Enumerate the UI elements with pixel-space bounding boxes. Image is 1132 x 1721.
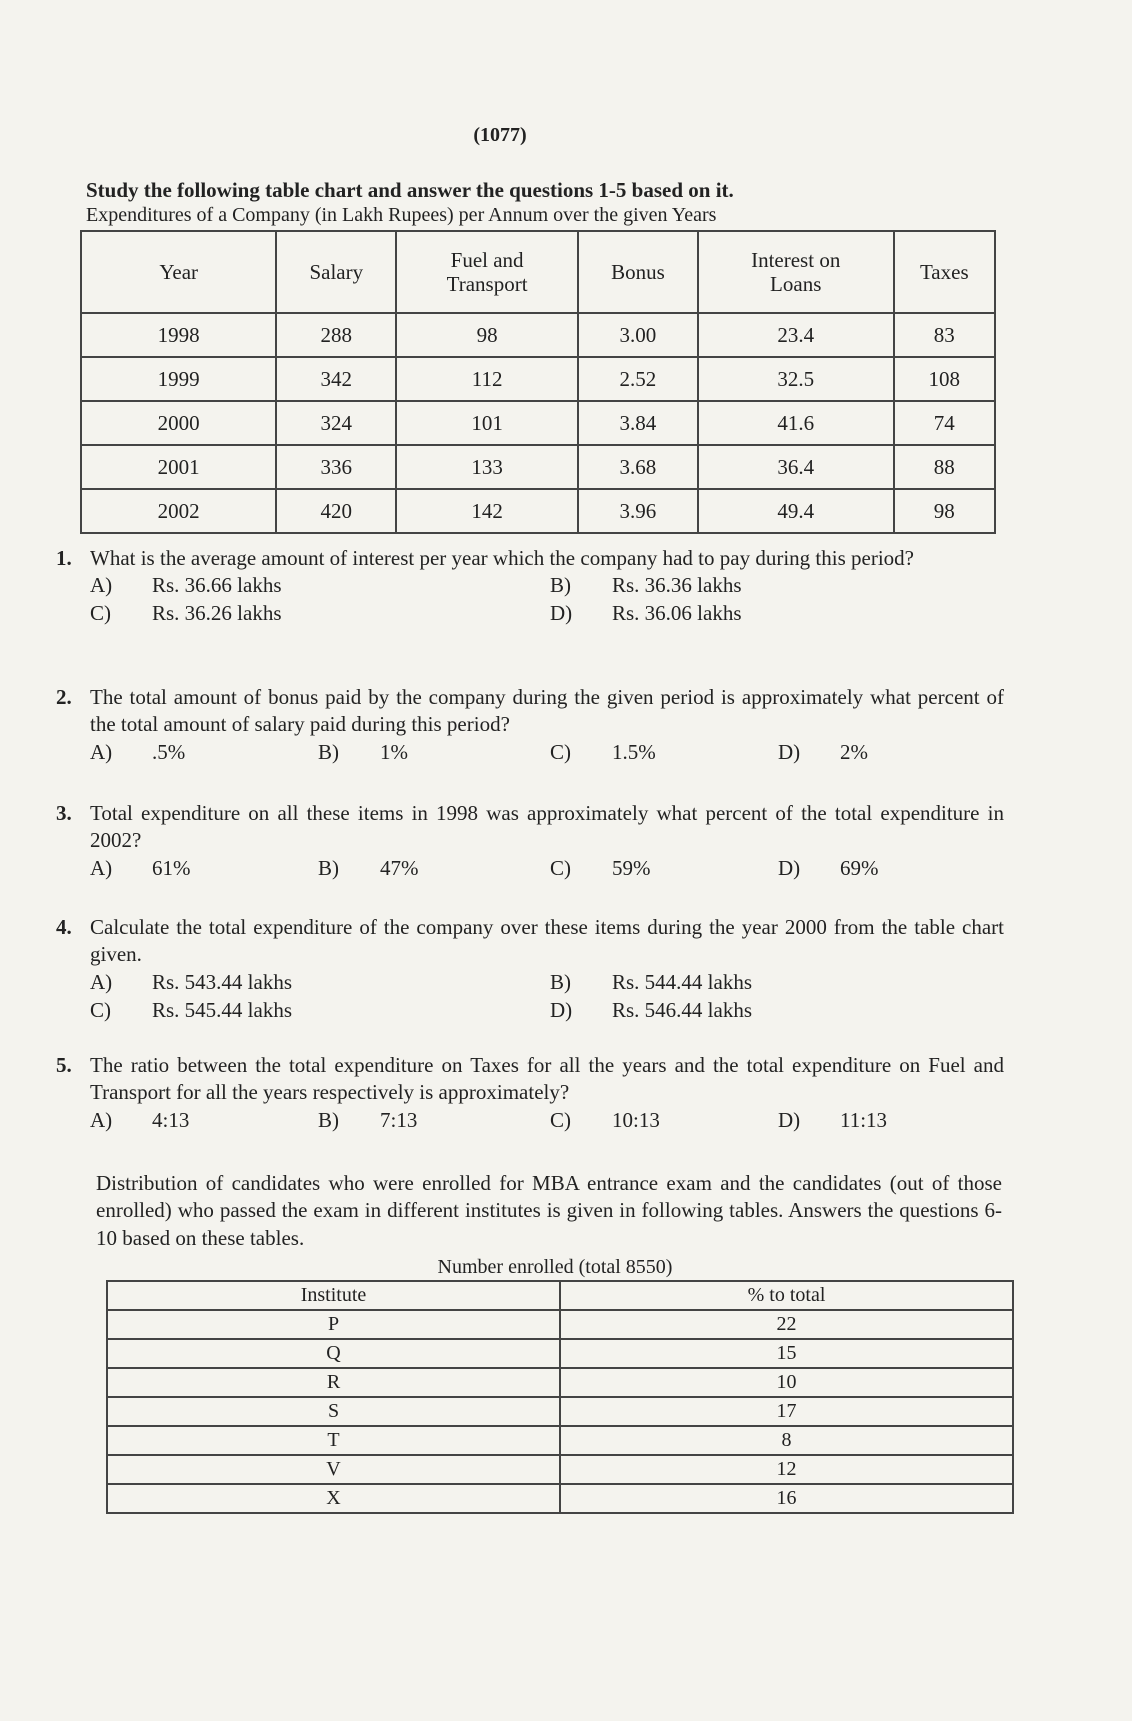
- table-cell: R: [107, 1368, 560, 1397]
- table-cell: 49.4: [698, 489, 894, 533]
- table-header-row: [107, 1281, 1013, 1310]
- option-label: D): [778, 855, 801, 880]
- table-cell: V: [107, 1455, 560, 1484]
- question-number: 3.: [56, 801, 72, 825]
- option-label: A): [90, 739, 113, 764]
- table2-caption: Number enrolled (total 8550): [437, 1256, 673, 1278]
- table-row: [107, 1397, 1013, 1426]
- exam-code: (1077): [473, 124, 527, 146]
- option-text: Rs. 546.44 lakhs: [612, 997, 753, 1022]
- table-cell: 23.4: [698, 313, 894, 357]
- table-cell: 32.5: [698, 357, 894, 401]
- table-cell: 342: [276, 357, 396, 401]
- table-row: [81, 401, 995, 445]
- table-cell: 74: [894, 401, 995, 445]
- table-cell: 98: [396, 313, 578, 357]
- option-label: C): [550, 855, 571, 880]
- option-label: B): [550, 969, 571, 994]
- option-text: Rs. 543.44 lakhs: [152, 969, 293, 994]
- option-text: 1.5%: [612, 739, 656, 764]
- table-cell: 1998: [81, 313, 276, 357]
- option-text: 1%: [380, 739, 408, 764]
- option-text: Rs. 545.44 lakhs: [152, 997, 293, 1022]
- table-cell: 2002: [81, 489, 276, 533]
- option-text: 11:13: [840, 1107, 888, 1132]
- table-row: [107, 1368, 1013, 1397]
- expenditure-table: [80, 230, 996, 534]
- table-cell: 3.00: [578, 313, 698, 357]
- question-text: The total amount of bonus paid by the company during the given period is approximately what percent of the total amount of salary paid during this period?: [90, 685, 1004, 737]
- table-cell: 2.52: [578, 357, 698, 401]
- table-cell: 108: [894, 357, 995, 401]
- question-number: 5.: [56, 1053, 72, 1077]
- option-text: 7:13: [380, 1107, 418, 1132]
- option-text: 4:13: [152, 1107, 190, 1132]
- header-cell: Year: [81, 231, 276, 313]
- question-text: The ratio between the total expenditure on Taxes for all the years and the total expenditure on Fuel and Transport for all the years respectively is approximately?: [90, 1053, 1004, 1105]
- question-text: Calculate the total expenditure of the company over these items during the year 2000 from the table chart given.: [90, 915, 1004, 967]
- option-text: 69%: [840, 855, 879, 880]
- option-label: D): [550, 997, 573, 1022]
- table-cell: 142: [396, 489, 578, 533]
- option-text: Rs. 36.66 lakhs: [152, 573, 282, 598]
- option-text: 47%: [380, 855, 419, 880]
- table-cell: 16: [560, 1484, 1013, 1513]
- section2-intro: Distribution of candidates who were enrolled for MBA entrance exam and the candidates (out of those enrolled) who passed the exam in different institutes is given in following tables. Answers the questions 6-10 based on these tables.: [96, 1171, 1002, 1250]
- table-cell: X: [107, 1484, 560, 1513]
- header-cell: Fuel and Transport: [396, 231, 578, 313]
- section1-heading: Study the following table chart and answer the questions 1-5 based on it.: [86, 178, 734, 202]
- table-cell: 324: [276, 401, 396, 445]
- option-label: A): [90, 1107, 113, 1132]
- table-row: [81, 313, 995, 357]
- option-label: A): [90, 969, 113, 994]
- table-cell: 10: [560, 1368, 1013, 1397]
- table-cell: P: [107, 1310, 560, 1339]
- option-text: Rs. 36.26 lakhs: [152, 601, 282, 626]
- header-cell: Interest on Loans: [698, 231, 894, 313]
- table-cell: 2001: [81, 445, 276, 489]
- table-cell: 98: [894, 489, 995, 533]
- table1-caption: Expenditures of a Company (in Lakh Rupees) per Annum over the given Years: [86, 204, 717, 226]
- question-2: [56, 684, 1004, 767]
- option-label: A): [90, 855, 113, 880]
- table-cell: 101: [396, 401, 578, 445]
- question-number: 4.: [56, 915, 72, 939]
- option-label: D): [778, 739, 801, 764]
- table-cell: 12: [560, 1455, 1013, 1484]
- option-text: Rs. 544.44 lakhs: [612, 969, 753, 994]
- question-4: [56, 914, 1004, 1025]
- table-cell: 83: [894, 313, 995, 357]
- table-cell: 2000: [81, 401, 276, 445]
- table-cell: 3.96: [578, 489, 698, 533]
- table-cell: 3.84: [578, 401, 698, 445]
- enrollment-table: [106, 1280, 1014, 1514]
- question-5: [56, 1052, 1004, 1135]
- option-text: 61%: [152, 855, 191, 880]
- option-text: Rs. 36.36 lakhs: [612, 573, 742, 598]
- table-row: [107, 1426, 1013, 1455]
- table-cell: 15: [560, 1339, 1013, 1368]
- table-cell: 133: [396, 445, 578, 489]
- table-row: [107, 1339, 1013, 1368]
- table-cell: 1999: [81, 357, 276, 401]
- option-label: D): [550, 601, 573, 626]
- table-cell: 22: [560, 1310, 1013, 1339]
- option-label: B): [550, 573, 571, 598]
- option-label: C): [550, 1107, 571, 1132]
- header-cell: Institute: [107, 1281, 560, 1310]
- table-row: [81, 445, 995, 489]
- table-cell: T: [107, 1426, 560, 1455]
- table-cell: Q: [107, 1339, 560, 1368]
- header-cell: Salary: [276, 231, 396, 313]
- table-cell: 112: [396, 357, 578, 401]
- table-row: [81, 489, 995, 533]
- option-text: Rs. 36.06 lakhs: [612, 601, 742, 626]
- question-number: 2.: [56, 685, 72, 709]
- table-header-row: [81, 231, 995, 313]
- question-1: [56, 545, 1004, 628]
- table-row: [107, 1310, 1013, 1339]
- option-label: A): [90, 573, 113, 598]
- option-label: B): [318, 855, 339, 880]
- table-cell: 88: [894, 445, 995, 489]
- question-3: [56, 800, 1004, 883]
- table-row: [107, 1455, 1013, 1484]
- option-text: 10:13: [612, 1107, 660, 1132]
- table-cell: 3.68: [578, 445, 698, 489]
- header-cell: Taxes: [894, 231, 995, 313]
- table-cell: 336: [276, 445, 396, 489]
- table-cell: 8: [560, 1426, 1013, 1455]
- table-cell: 41.6: [698, 401, 894, 445]
- option-text: 2%: [840, 739, 868, 764]
- question-number: 1.: [56, 546, 72, 570]
- option-text: .5%: [152, 739, 186, 764]
- option-label: B): [318, 1107, 339, 1132]
- option-label: C): [90, 601, 111, 626]
- option-label: C): [90, 997, 111, 1022]
- question-text: Total expenditure on all these items in 1998 was approximately what percent of the total expenditure in 2002?: [90, 801, 1004, 853]
- table-cell: 288: [276, 313, 396, 357]
- table-cell: 17: [560, 1397, 1013, 1426]
- option-label: B): [318, 739, 339, 764]
- question-text: What is the average amount of interest per year which the company had to pay during this period?: [90, 546, 914, 570]
- table-row: [81, 357, 995, 401]
- header-cell: Bonus: [578, 231, 698, 313]
- table-row: [107, 1484, 1013, 1513]
- option-text: 59%: [612, 855, 651, 880]
- option-label: D): [778, 1107, 801, 1132]
- header-cell: % to total: [560, 1281, 1013, 1310]
- table-cell: 36.4: [698, 445, 894, 489]
- option-label: C): [550, 739, 571, 764]
- table-cell: 420: [276, 489, 396, 533]
- table-cell: S: [107, 1397, 560, 1426]
